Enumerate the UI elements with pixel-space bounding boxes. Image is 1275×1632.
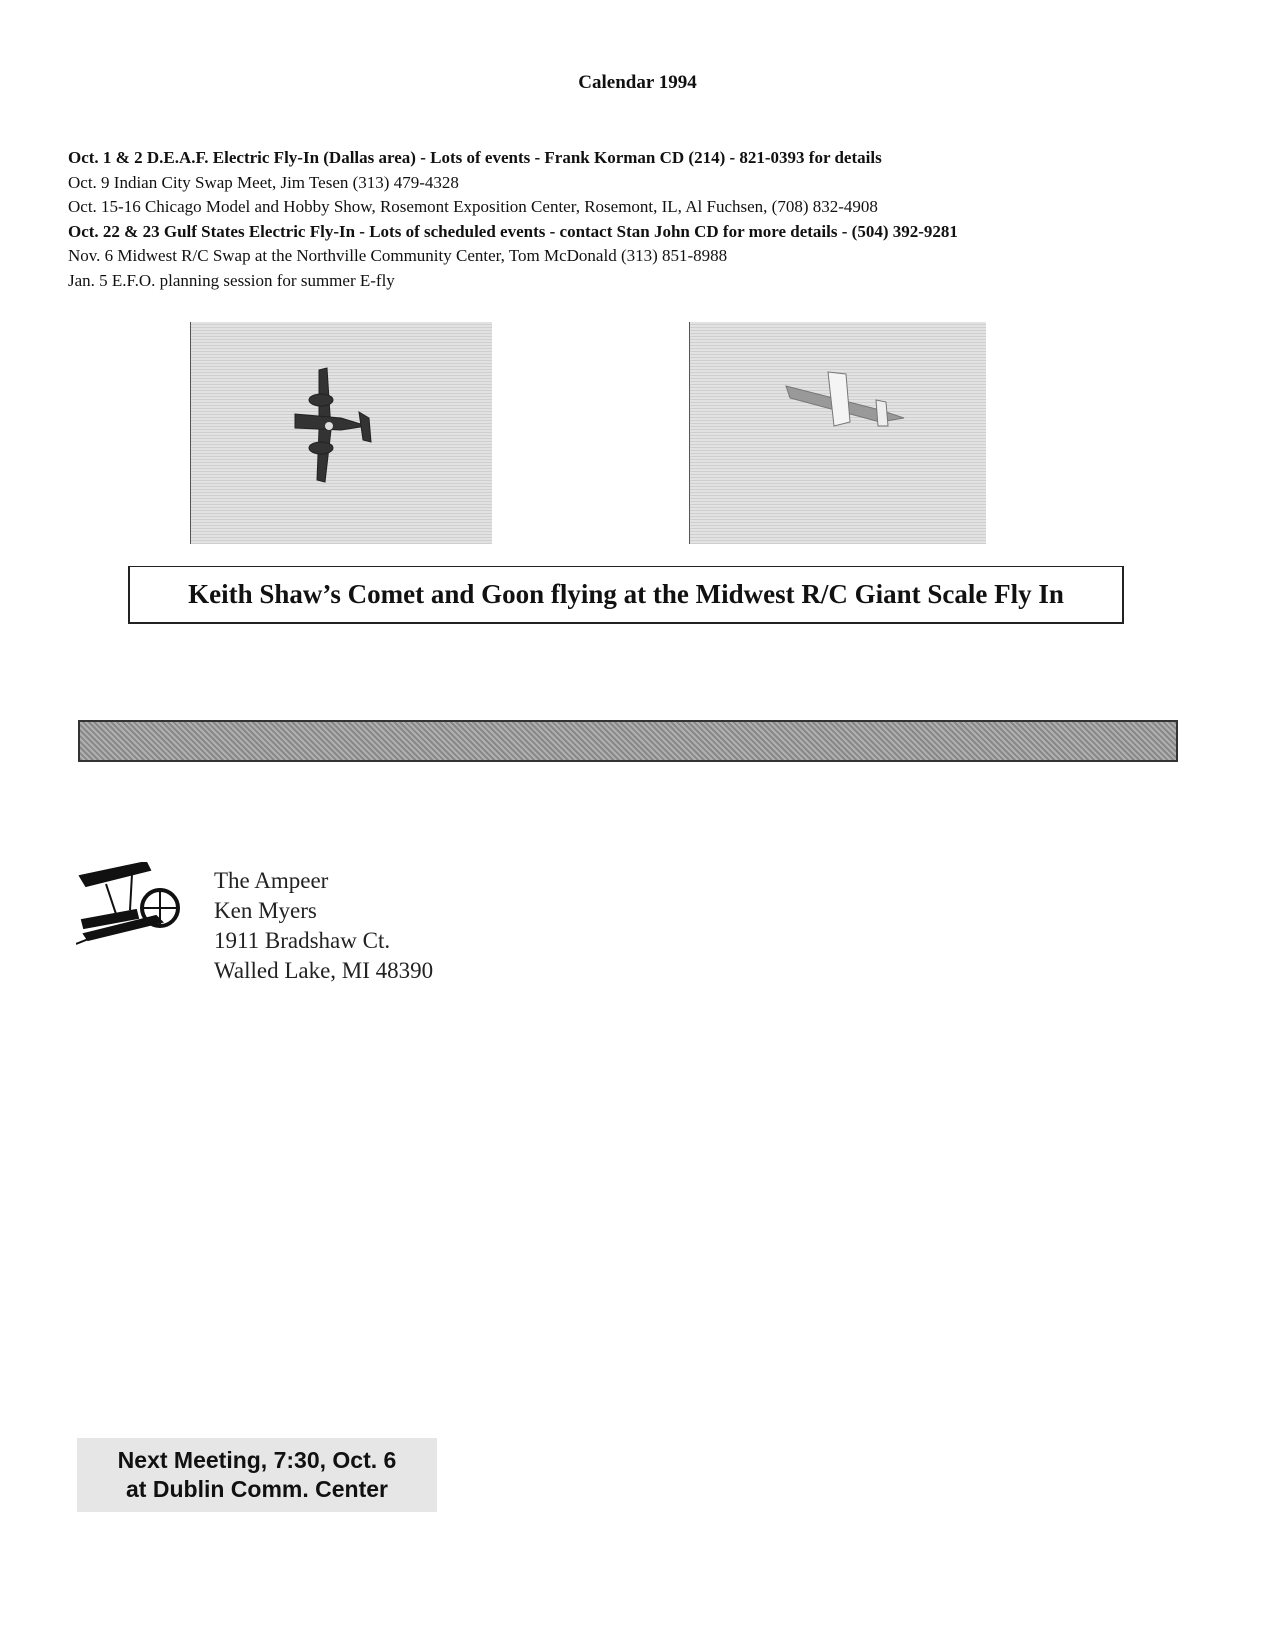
comet-photo <box>190 322 492 544</box>
address-line: Ken Myers <box>214 898 317 923</box>
photo-caption: Keith Shaw’s Comet and Goon flying at the Midwest R/C Giant Scale Fly In <box>128 566 1124 624</box>
event-item: Oct. 9 Indian City Swap Meet, Jim Tesen (313) 479-4328 <box>68 172 459 192</box>
event-item: Oct. 22 & 23 Gulf States Electric Fly-In - Lots of scheduled events - contact Stan John CD for more details - (504) 392-9281 <box>68 221 958 241</box>
mailing-address <box>214 866 433 986</box>
twin-engine-plane-icon <box>191 322 493 544</box>
calendar-list <box>68 146 1248 293</box>
meeting-line: at Dublin Comm. Center <box>126 1476 388 1502</box>
high-wing-plane-icon <box>690 322 987 544</box>
biplane-logo-icon <box>76 862 188 948</box>
event-item: Oct. 15-16 Chicago Model and Hobby Show, Rosemont Exposition Center, Rosemont, IL, Al Fuchsen, (708) 832-4908 <box>68 197 878 216</box>
address-line: The Ampeer <box>214 868 329 893</box>
event-item: Oct. 1 & 2 D.E.A.F. Electric Fly-In (Dallas area) - Lots of events - Frank Korman CD (214) - 821-0393 for details <box>68 148 882 167</box>
address-line: 1911 Bradshaw Ct. <box>214 928 391 953</box>
divider-bar <box>78 720 1178 762</box>
next-meeting-box <box>77 1438 437 1512</box>
page-title: Calendar 1994 <box>578 72 697 93</box>
event-item: Nov. 6 Midwest R/C Swap at the Northville Community Center, Tom McDonald (313) 851-8988 <box>68 246 728 265</box>
meeting-line: Next Meeting, 7:30, Oct. 6 <box>117 1447 397 1473</box>
goon-photo <box>689 322 986 544</box>
address-line: Walled Lake, MI 48390 <box>214 958 434 983</box>
event-item: Jan. 5 E.F.O. planning session for summer E-fly <box>68 270 395 290</box>
